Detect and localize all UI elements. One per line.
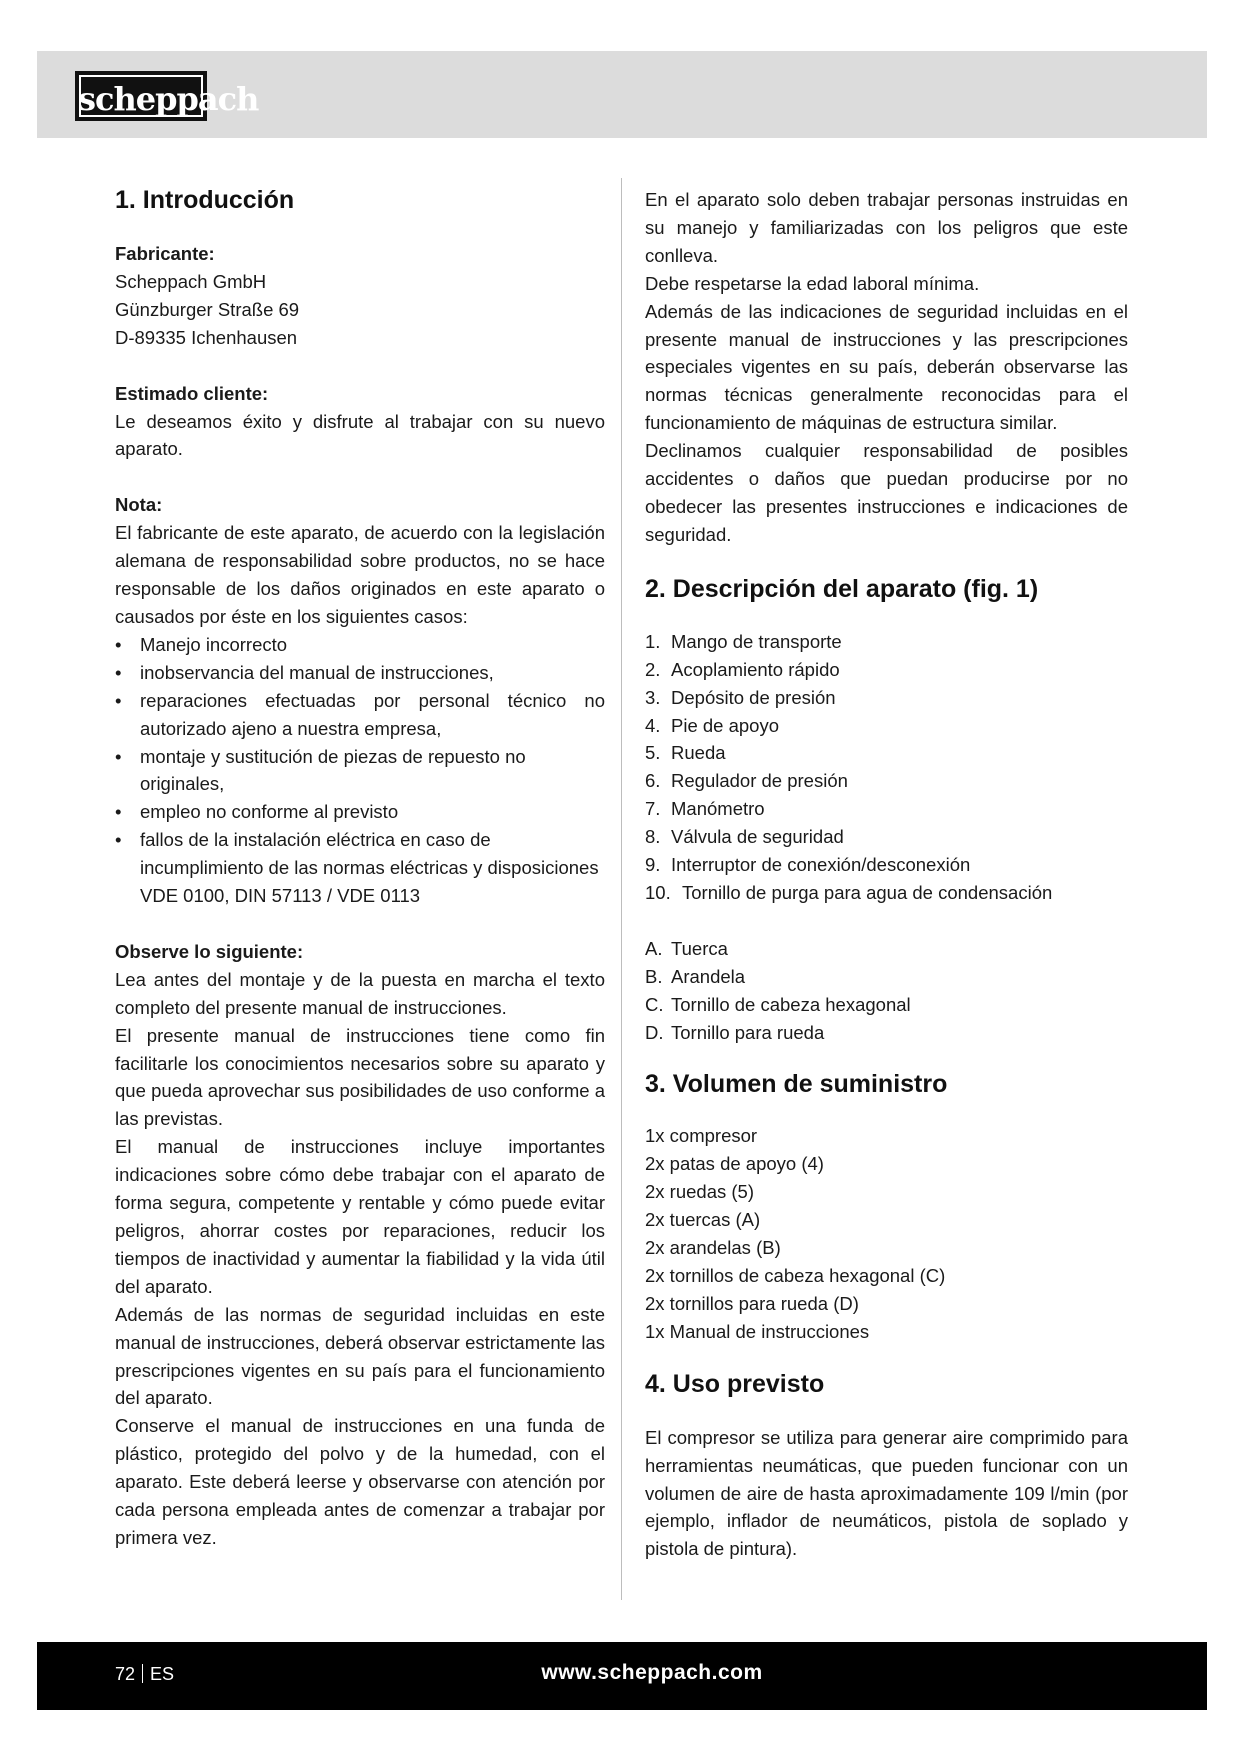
list-item: • Manejo incorrecto (115, 631, 605, 659)
list-item: 1x compresor (645, 1125, 758, 1147)
intro-paragraph: En el aparato solo deben trabajar personas instruidas en su manejo y familiarizadas con los peligros que este conlleva. (645, 189, 1128, 266)
list-item: 7. Manómetro (645, 798, 765, 820)
note-bullet-list (115, 631, 605, 910)
list-item: C. Tornillo de cabeza hexagonal (645, 993, 911, 1015)
intro-paragraph: Debe respetarse la edad laboral mínima. (645, 272, 980, 294)
list-item: 2x ruedas (5) (645, 1181, 754, 1203)
list-item: 10. Tornillo de purga para agua de condensación (645, 881, 1053, 903)
page-number: 72 ES (115, 1664, 175, 1684)
list-item: 2x patas de apoyo (4) (645, 1153, 824, 1175)
list-item: 4. Pie de apoyo (645, 714, 780, 736)
list-item: 2x arandelas (B) (645, 1237, 781, 1259)
section-heading-uso-previsto: 4. Uso previsto (645, 1369, 825, 1398)
customer-block (115, 380, 605, 464)
list-item: A. Tuerca (645, 937, 728, 959)
observe-paragraph: El manual de instrucciones incluye importantes indicaciones sobre cómo debe trabajar con el aparato de forma segura, competente y rentable y cómo puede evitar peligros, ahorrar costes por reparaciones, reducir los tiempos de inactividad y aumentar la fiabilidad y la vida útil del aparato. (115, 1136, 605, 1297)
list-item: 9. Interruptor de conexión/desconexión (645, 854, 971, 876)
note-text: El fabricante de este aparato, de acuerdo con la legislación alemana de responsabilidad sobre productos, no se hace responsable de los daños originados en este aparato o causados por éste en los siguientes casos: (115, 522, 605, 627)
list-item: • empleo no conforme al previsto (115, 798, 605, 826)
list-item: 8. Válvula de seguridad (645, 826, 844, 848)
website-link[interactable]: www.scheppach.com (541, 1661, 763, 1684)
list-item: • montaje y sustitución de piezas de repuesto no originales, (115, 743, 605, 799)
header-band (37, 51, 1207, 138)
hardware-list (645, 935, 1128, 1047)
manufacturer-line: Scheppach GmbH (115, 270, 267, 292)
right-column (645, 186, 1128, 1563)
list-item: 2. Acoplamiento rápido (645, 658, 840, 680)
note-block (115, 491, 605, 910)
list-item: • fallos de la instalación eléctrica en caso de incumplimiento de las normas eléctricas y disposiciones VDE 0100, DIN 57113 / VDE 0113 (115, 826, 605, 910)
observe-paragraph: El presente manual de instrucciones tiene como fin facilitarle los conocimientos necesarios sobre su aparato y que pueda aprovechar sus posibilidades de uso conforme a las previstas. (115, 1024, 605, 1130)
section-heading-suministro: 3. Volumen de suministro (645, 1070, 948, 1099)
list-item: 3. Depósito de presión (645, 686, 836, 708)
observe-block (115, 938, 605, 1552)
customer-text: Le deseamos éxito y disfrute al trabajar con su nuevo aparato. (115, 410, 605, 460)
section-heading-introduccion: 1. Introducción (115, 186, 295, 214)
supply-list (645, 1122, 1128, 1345)
list-item: • reparaciones efectuadas por personal técnico no autorizado ajeno a nuestra empresa, (115, 687, 605, 743)
list-item: D. Tornillo para rueda (645, 1021, 825, 1043)
list-item: B. Arandela (645, 965, 746, 987)
customer-label: Estimado cliente: (115, 382, 269, 404)
manufacturer-block (115, 240, 605, 352)
note-label: Nota: (115, 494, 163, 516)
observe-paragraph: Conserve el manual de instrucciones en una funda de plástico, protegido del polvo y de la humedad, con el aparato. Este deberá leerse y observarse con atención por cada persona empleada antes de comenzar a trabajar por primera vez. (115, 1415, 605, 1548)
list-item: 6. Regulador de presión (645, 770, 848, 792)
left-column (115, 184, 605, 1552)
observe-label: Observe lo siguiente: (115, 940, 304, 962)
manufacturer-line: D-89335 Ichenhausen (115, 326, 298, 348)
footer-band (37, 1642, 1207, 1710)
parts-list (645, 628, 1128, 907)
observe-paragraph: Además de las normas de seguridad incluidas en este manual de instrucciones, deberá observar estrictamente las prescripciones vigentes en su país para el funcionamiento del aparato. (115, 1303, 605, 1409)
scheppach-logo: scheppach (75, 71, 207, 121)
use-text: El compresor se utiliza para generar aire comprimido para herramientas neumáticas, que pueden funcionar con un volumen de aire de hasta aproximadamente 109 l/min (por ejemplo, inflador de neumáticos, pistola de soplado y pistola de pintura). (645, 1426, 1128, 1560)
list-item: • inobservancia del manual de instrucciones, (115, 659, 605, 687)
list-item: 2x tornillos de cabeza hexagonal (C) (645, 1265, 946, 1286)
list-item: 5. Rueda (645, 742, 726, 764)
intro-paragraph: Además de las indicaciones de seguridad incluidas en el presente manual de instrucciones y las prescripciones especiales vigentes en su país, deberán observarse las normas técnicas generalmente reconocidas para el funcionamiento de máquinas de estructura similar. (645, 300, 1128, 434)
list-item: 1x Manual de instrucciones (645, 1320, 870, 1342)
section-heading-descripcion: 2. Descripción del aparato (fig. 1) (645, 574, 1039, 603)
list-item: 2x tornillos para rueda (D) (645, 1292, 859, 1314)
list-item: 2x tuercas (A) (645, 1209, 761, 1231)
list-item: 1. Mango de transporte (645, 630, 842, 652)
manufacturer-label: Fabricante: (115, 243, 215, 264)
manufacturer-line: Günzburger Straße 69 (115, 298, 300, 320)
observe-paragraph: Lea antes del montaje y de la puesta en marcha el texto completo del presente manual de instrucciones. (115, 968, 605, 1018)
intro-paragraph: Declinamos cualquier responsabilidad de posibles accidentes o daños que puedan producirse por no obedecer las presentes instrucciones e indicaciones de seguridad. (645, 440, 1128, 545)
column-divider (621, 178, 622, 1600)
